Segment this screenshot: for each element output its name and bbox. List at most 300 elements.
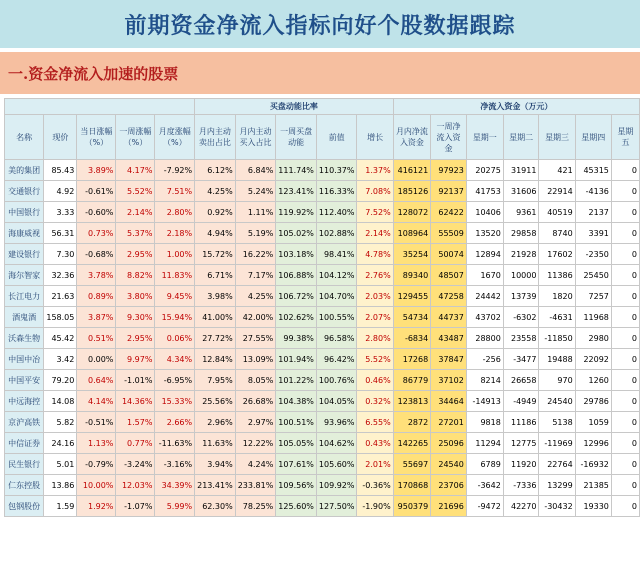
table-cell: 106.88% xyxy=(276,265,317,286)
table-cell: 9.45% xyxy=(155,286,195,307)
table-cell: 35254 xyxy=(393,244,430,265)
table-cell: 4.92 xyxy=(44,181,77,202)
table-cell: 213.41% xyxy=(195,475,236,496)
table-cell: 128072 xyxy=(393,202,430,223)
table-cell: -9472 xyxy=(466,496,503,517)
table-cell: 2.07% xyxy=(357,307,393,328)
table-cell: 8740 xyxy=(539,223,575,244)
table-cell: 13.09% xyxy=(235,349,276,370)
table-cell: -1.07% xyxy=(116,496,155,517)
table-cell: 19488 xyxy=(539,349,575,370)
table-cell: 107.61% xyxy=(276,454,317,475)
table-cell: -11850 xyxy=(539,328,575,349)
table-cell: 10.00% xyxy=(77,475,116,496)
table-cell: 2.80% xyxy=(357,328,393,349)
table-cell: 185126 xyxy=(393,181,430,202)
table-cell: 142265 xyxy=(393,433,430,454)
stock-name: 美的集团 xyxy=(5,160,44,181)
stock-table xyxy=(4,98,640,517)
table-cell: -0.79% xyxy=(77,454,116,475)
table-cell: 22092 xyxy=(575,349,611,370)
table-cell: 12.03% xyxy=(116,475,155,496)
header-netflow: 净流入资金（万元） xyxy=(393,99,639,115)
table-cell: 41753 xyxy=(466,181,503,202)
table-cell: 55697 xyxy=(393,454,430,475)
table-cell: 3391 xyxy=(575,223,611,244)
table-cell: 0.77% xyxy=(116,433,155,454)
table-cell: 27201 xyxy=(431,412,467,433)
table-row xyxy=(5,286,640,307)
column-header: 月内净流入资金 xyxy=(393,115,430,160)
table-cell: 11.83% xyxy=(155,265,195,286)
table-cell: 3.87% xyxy=(77,307,116,328)
stock-name: 仁东控股 xyxy=(5,475,44,496)
table-cell: 3.89% xyxy=(77,160,116,181)
table-cell: 0 xyxy=(611,412,639,433)
table-cell: 28800 xyxy=(466,328,503,349)
header-dynamics: 买盘动能比率 xyxy=(195,99,394,115)
table-row xyxy=(5,181,640,202)
table-cell: -0.51% xyxy=(77,412,116,433)
table-cell: 24442 xyxy=(466,286,503,307)
table-cell: 98.41% xyxy=(316,244,357,265)
table-cell: 25096 xyxy=(431,433,467,454)
table-cell: 108964 xyxy=(393,223,430,244)
table-cell: 100.55% xyxy=(316,307,357,328)
table-cell: 6.12% xyxy=(195,160,236,181)
table-cell: 26.68% xyxy=(235,391,276,412)
table-cell: 26658 xyxy=(503,370,539,391)
table-row xyxy=(5,454,640,475)
table-row xyxy=(5,223,640,244)
table-cell: 6.84% xyxy=(235,160,276,181)
table-cell: 9818 xyxy=(466,412,503,433)
table-cell: 2980 xyxy=(575,328,611,349)
stock-name: 中国中冶 xyxy=(5,349,44,370)
table-cell: 31911 xyxy=(503,160,539,181)
table-cell: -2350 xyxy=(575,244,611,265)
table-cell: 62422 xyxy=(431,202,467,223)
table-cell: -0.36% xyxy=(357,475,393,496)
table-cell: 99.38% xyxy=(276,328,317,349)
table-cell: 105.60% xyxy=(316,454,357,475)
table-cell: 0.92% xyxy=(195,202,236,223)
table-cell: 48507 xyxy=(431,265,467,286)
column-header: 现价 xyxy=(44,115,77,160)
table-cell: 44737 xyxy=(431,307,467,328)
table-cell: 970 xyxy=(539,370,575,391)
table-cell: 0 xyxy=(611,181,639,202)
table-cell: 102.62% xyxy=(276,307,317,328)
table-cell: 21928 xyxy=(503,244,539,265)
table-cell: 0 xyxy=(611,454,639,475)
table-cell: 32.36 xyxy=(44,265,77,286)
table-cell: 2.14% xyxy=(357,223,393,244)
table-cell: 105.05% xyxy=(276,433,317,454)
table-cell: 11294 xyxy=(466,433,503,454)
table-cell: 11186 xyxy=(503,412,539,433)
table-cell: 7.17% xyxy=(235,265,276,286)
table-cell: 4.17% xyxy=(116,160,155,181)
table-cell: 0.64% xyxy=(77,370,116,391)
table-cell: 123813 xyxy=(393,391,430,412)
table-cell: 0 xyxy=(611,307,639,328)
table-cell: 1.92% xyxy=(77,496,116,517)
table-cell: 5138 xyxy=(539,412,575,433)
table-cell: 92137 xyxy=(431,181,467,202)
table-cell: 42.00% xyxy=(235,307,276,328)
table-cell: 0 xyxy=(611,475,639,496)
table-cell: 1.11% xyxy=(235,202,276,223)
table-cell: 0 xyxy=(611,496,639,517)
table-row xyxy=(5,370,640,391)
table-cell: 2.95% xyxy=(116,328,155,349)
stock-name: 中国平安 xyxy=(5,370,44,391)
table-cell: 1260 xyxy=(575,370,611,391)
table-cell: 109.92% xyxy=(316,475,357,496)
table-cell: 0.89% xyxy=(77,286,116,307)
table-cell: 43702 xyxy=(466,307,503,328)
column-header: 前值 xyxy=(316,115,357,160)
table-cell: 12.22% xyxy=(235,433,276,454)
table-cell: 416121 xyxy=(393,160,430,181)
table-cell: 17602 xyxy=(539,244,575,265)
table-cell: 104.05% xyxy=(316,391,357,412)
stock-name: 民生银行 xyxy=(5,454,44,475)
column-header: 星期一 xyxy=(466,115,503,160)
table-cell: 10000 xyxy=(503,265,539,286)
table-cell: 0.73% xyxy=(77,223,116,244)
table-cell: -0.68% xyxy=(77,244,116,265)
table-cell: 25.56% xyxy=(195,391,236,412)
table-cell: -4136 xyxy=(575,181,611,202)
table-cell: -3477 xyxy=(503,349,539,370)
table-cell: 4.78% xyxy=(357,244,393,265)
table-cell: 0 xyxy=(611,328,639,349)
table-cell: 62.30% xyxy=(195,496,236,517)
table-cell: 79.20 xyxy=(44,370,77,391)
table-cell: 5.37% xyxy=(116,223,155,244)
column-header: 一周涨幅（%） xyxy=(116,115,155,160)
table-cell: 0 xyxy=(611,265,639,286)
table-cell: 14.08 xyxy=(44,391,77,412)
table-cell: 56.31 xyxy=(44,223,77,244)
column-header: 月内主动卖出占比 xyxy=(195,115,236,160)
table-cell: -3642 xyxy=(466,475,503,496)
stock-name: 海尔智家 xyxy=(5,265,44,286)
column-header: 名称 xyxy=(5,115,44,160)
page-title: 前期资金净流入指标向好个股数据跟踪 xyxy=(0,0,640,48)
table-cell: 6.55% xyxy=(357,412,393,433)
table-cell: 104.38% xyxy=(276,391,317,412)
table-cell: 55509 xyxy=(431,223,467,244)
table-cell: 42270 xyxy=(503,496,539,517)
table-cell: 2.03% xyxy=(357,286,393,307)
stock-name: 中信证券 xyxy=(5,433,44,454)
table-cell: 4.34% xyxy=(155,349,195,370)
table-cell: 15.94% xyxy=(155,307,195,328)
table-cell: 3.78% xyxy=(77,265,116,286)
stock-name: 中远海控 xyxy=(5,391,44,412)
stock-name: 酒鬼酒 xyxy=(5,307,44,328)
table-cell: 3.33 xyxy=(44,202,77,223)
table-cell: 2.80% xyxy=(155,202,195,223)
table-cell: 4.24% xyxy=(235,454,276,475)
table-cell: 101.22% xyxy=(276,370,317,391)
table-cell: 0 xyxy=(611,286,639,307)
stock-name: 包钢股份 xyxy=(5,496,44,517)
table-cell: 24.16 xyxy=(44,433,77,454)
table-cell: 0.00% xyxy=(77,349,116,370)
table-cell: 7.95% xyxy=(195,370,236,391)
table-cell: 31606 xyxy=(503,181,539,202)
table-row xyxy=(5,391,640,412)
table-row xyxy=(5,475,640,496)
table-cell: 5.52% xyxy=(357,349,393,370)
table-cell: 0.51% xyxy=(77,328,116,349)
table-cell: 5.19% xyxy=(235,223,276,244)
table-cell: 4.94% xyxy=(195,223,236,244)
table-cell: -0.61% xyxy=(77,181,116,202)
table-cell: 34.39% xyxy=(155,475,195,496)
table-cell: 22914 xyxy=(539,181,575,202)
stock-name: 交通银行 xyxy=(5,181,44,202)
table-cell: 24540 xyxy=(539,391,575,412)
table-cell: 0 xyxy=(611,202,639,223)
table-cell: 9.30% xyxy=(116,307,155,328)
table-cell: 54734 xyxy=(393,307,430,328)
table-cell: -6834 xyxy=(393,328,430,349)
table-cell: 0 xyxy=(611,244,639,265)
stock-name: 沃森生物 xyxy=(5,328,44,349)
table-cell: 2.76% xyxy=(357,265,393,286)
table-cell: -256 xyxy=(466,349,503,370)
table-cell: 116.33% xyxy=(316,181,357,202)
table-cell: 421 xyxy=(539,160,575,181)
table-cell: 3.98% xyxy=(195,286,236,307)
table-cell: 105.02% xyxy=(276,223,317,244)
table-cell: 129455 xyxy=(393,286,430,307)
table-cell: 5.82 xyxy=(44,412,77,433)
column-header: 一周净流入资金 xyxy=(431,115,467,160)
table-cell: 3.42 xyxy=(44,349,77,370)
table-cell: 2.96% xyxy=(195,412,236,433)
table-cell: 109.56% xyxy=(276,475,317,496)
table-cell: -7.92% xyxy=(155,160,195,181)
table-cell: 37102 xyxy=(431,370,467,391)
table-cell: 7.51% xyxy=(155,181,195,202)
table-cell: 170868 xyxy=(393,475,430,496)
table-cell: 2.97% xyxy=(235,412,276,433)
table-cell: 37847 xyxy=(431,349,467,370)
table-cell: 47258 xyxy=(431,286,467,307)
table-cell: 8.05% xyxy=(235,370,276,391)
table-cell: 5.52% xyxy=(116,181,155,202)
column-header: 星期二 xyxy=(503,115,539,160)
table-cell: -3.16% xyxy=(155,454,195,475)
table-cell: 158.05 xyxy=(44,307,77,328)
table-cell: 11.63% xyxy=(195,433,236,454)
table-cell: 100.76% xyxy=(316,370,357,391)
table-cell: 50074 xyxy=(431,244,467,265)
table-cell: 96.58% xyxy=(316,328,357,349)
table-cell: 4.25% xyxy=(195,181,236,202)
table-cell: 4.14% xyxy=(77,391,116,412)
table-cell: 0 xyxy=(611,349,639,370)
table-cell: 4.25% xyxy=(235,286,276,307)
table-cell: 233.81% xyxy=(235,475,276,496)
table-cell: 123.41% xyxy=(276,181,317,202)
table-row xyxy=(5,265,640,286)
table-cell: -30432 xyxy=(539,496,575,517)
table-cell: 21696 xyxy=(431,496,467,517)
table-cell: 1.00% xyxy=(155,244,195,265)
section-title: 一.资金净流入加速的股票 xyxy=(0,52,640,94)
table-row xyxy=(5,328,640,349)
table-cell: -6302 xyxy=(503,307,539,328)
table-cell: 100.51% xyxy=(276,412,317,433)
column-header: 星期三 xyxy=(539,115,575,160)
table-cell: 17268 xyxy=(393,349,430,370)
table-cell: 2.66% xyxy=(155,412,195,433)
table-cell: 6789 xyxy=(466,454,503,475)
table-cell: 2137 xyxy=(575,202,611,223)
table-cell: 104.12% xyxy=(316,265,357,286)
table-cell: 0.46% xyxy=(357,370,393,391)
table-cell: 0 xyxy=(611,433,639,454)
table-cell: 102.88% xyxy=(316,223,357,244)
table-cell: -16932 xyxy=(575,454,611,475)
table-row xyxy=(5,160,640,181)
table-cell: 8214 xyxy=(466,370,503,391)
table-cell: -1.90% xyxy=(357,496,393,517)
table-cell: 7.08% xyxy=(357,181,393,202)
table-cell: 110.37% xyxy=(316,160,357,181)
table-cell: 19330 xyxy=(575,496,611,517)
column-header: 星期四 xyxy=(575,115,611,160)
table-cell: 8.82% xyxy=(116,265,155,286)
table-cell: 27.55% xyxy=(235,328,276,349)
table-cell: 78.25% xyxy=(235,496,276,517)
column-header: 增长 xyxy=(357,115,393,160)
table-cell: 0 xyxy=(611,223,639,244)
table-cell: 111.74% xyxy=(276,160,317,181)
table-cell: 86779 xyxy=(393,370,430,391)
table-cell: -3.24% xyxy=(116,454,155,475)
table-cell: 29858 xyxy=(503,223,539,244)
table-cell: 16.22% xyxy=(235,244,276,265)
table-cell: 0.06% xyxy=(155,328,195,349)
table-row xyxy=(5,433,640,454)
table-cell: 34464 xyxy=(431,391,467,412)
table-cell: 0 xyxy=(611,391,639,412)
table-cell: 11920 xyxy=(503,454,539,475)
table-cell: 106.72% xyxy=(276,286,317,307)
table-cell: 125.60% xyxy=(276,496,317,517)
table-cell: 97923 xyxy=(431,160,467,181)
table-cell: 12894 xyxy=(466,244,503,265)
table-cell: 3.94% xyxy=(195,454,236,475)
table-cell: 0 xyxy=(611,160,639,181)
table-cell: 2872 xyxy=(393,412,430,433)
table-cell: 5.99% xyxy=(155,496,195,517)
table-cell: 2.18% xyxy=(155,223,195,244)
table-cell: 41.00% xyxy=(195,307,236,328)
table-cell: 12.84% xyxy=(195,349,236,370)
header-group-row xyxy=(5,99,640,115)
table-row xyxy=(5,307,640,328)
table-cell: -1.01% xyxy=(116,370,155,391)
table-cell: 25450 xyxy=(575,265,611,286)
stock-name: 长江电力 xyxy=(5,286,44,307)
table-cell: 85.43 xyxy=(44,160,77,181)
table-cell: 1059 xyxy=(575,412,611,433)
table-cell: 127.50% xyxy=(316,496,357,517)
table-cell: 104.62% xyxy=(316,433,357,454)
table-row xyxy=(5,412,640,433)
table-cell: 2.14% xyxy=(116,202,155,223)
table-cell: 43487 xyxy=(431,328,467,349)
table-cell: 1.13% xyxy=(77,433,116,454)
table-cell: 0 xyxy=(611,370,639,391)
table-cell: 40519 xyxy=(539,202,575,223)
table-cell: 96.42% xyxy=(316,349,357,370)
table-cell: 22764 xyxy=(539,454,575,475)
header-row xyxy=(5,115,640,160)
table-cell: 20275 xyxy=(466,160,503,181)
column-header: 星期五 xyxy=(611,115,639,160)
table-cell: -11969 xyxy=(539,433,575,454)
table-cell: 9361 xyxy=(503,202,539,223)
table-cell: 1.59 xyxy=(44,496,77,517)
column-header: 当日涨幅（%） xyxy=(77,115,116,160)
table-cell: 13.86 xyxy=(44,475,77,496)
table-cell: 112.40% xyxy=(316,202,357,223)
table-cell: 12996 xyxy=(575,433,611,454)
table-cell: 21.63 xyxy=(44,286,77,307)
table-row xyxy=(5,496,640,517)
table-cell: 5.01 xyxy=(44,454,77,475)
table-cell: 12775 xyxy=(503,433,539,454)
table-cell: 27.72% xyxy=(195,328,236,349)
table-cell: 2.95% xyxy=(116,244,155,265)
table-cell: 101.94% xyxy=(276,349,317,370)
column-header: 一周买盘动能 xyxy=(276,115,317,160)
stock-name: 海康威视 xyxy=(5,223,44,244)
table-cell: 13520 xyxy=(466,223,503,244)
table-cell: 9.97% xyxy=(116,349,155,370)
stock-name: 中国银行 xyxy=(5,202,44,223)
table-cell: 119.92% xyxy=(276,202,317,223)
table-cell: 15.33% xyxy=(155,391,195,412)
table-cell: 2.01% xyxy=(357,454,393,475)
table-row xyxy=(5,244,640,265)
table-cell: -0.60% xyxy=(77,202,116,223)
table-cell: 24540 xyxy=(431,454,467,475)
table-row xyxy=(5,349,640,370)
table-cell: 5.24% xyxy=(235,181,276,202)
table-cell: 14.36% xyxy=(116,391,155,412)
column-header: 月度涨幅（%） xyxy=(155,115,195,160)
table-cell: 103.18% xyxy=(276,244,317,265)
table-cell: 950379 xyxy=(393,496,430,517)
table-cell: 7.30 xyxy=(44,244,77,265)
table-cell: -4631 xyxy=(539,307,575,328)
table-cell: -7336 xyxy=(503,475,539,496)
table-cell: 6.71% xyxy=(195,265,236,286)
table-cell: 11386 xyxy=(539,265,575,286)
table-cell: 10406 xyxy=(466,202,503,223)
